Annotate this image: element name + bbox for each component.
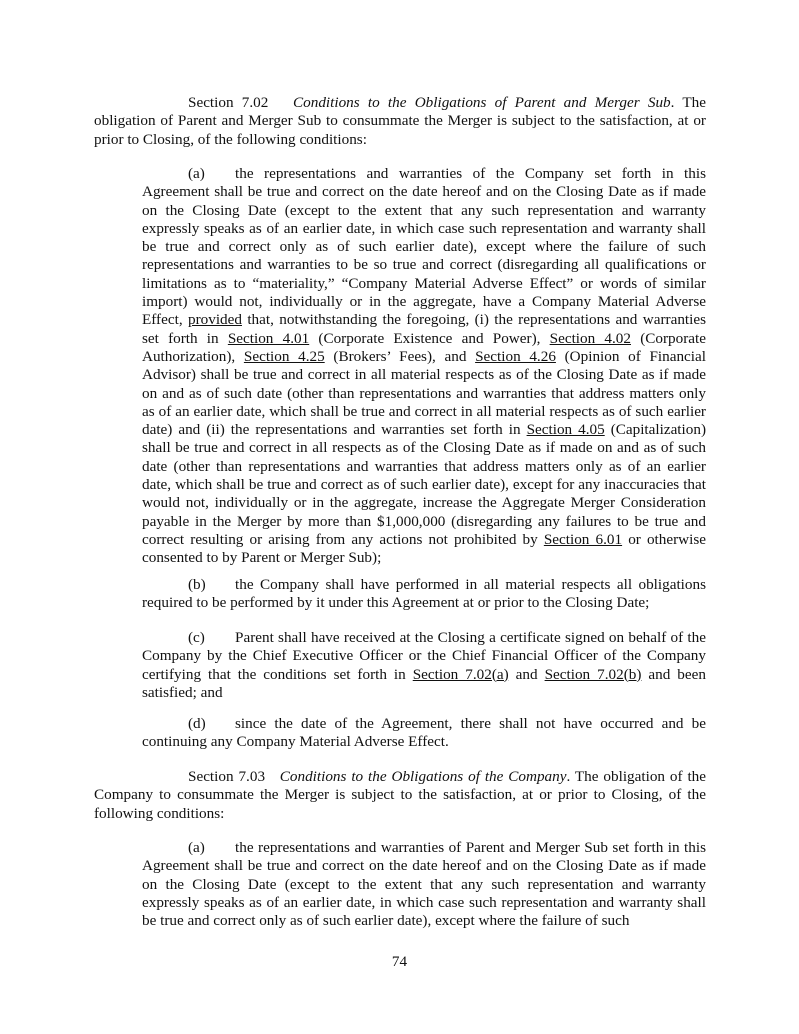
section-4-05-reference: Section 4.05 xyxy=(526,421,605,439)
provided-term: provided xyxy=(187,311,242,329)
section-7-02a-reference: Section 7.02(a) xyxy=(412,665,509,683)
section-7-03 xyxy=(94,768,706,823)
paragraph-label: (a) xyxy=(188,839,205,856)
paragraph-text: and been satisfied; and xyxy=(142,665,706,701)
paragraph-7-02-a xyxy=(142,165,706,568)
paragraph-text: (Brokers’ Fees), and xyxy=(324,347,476,365)
paragraph-7-03-a xyxy=(142,839,706,930)
paragraph-label: (a) xyxy=(188,165,205,182)
paragraph-text: (Opinion of Financial Advisor) shall be true and correct in all material respects as of the Closing Date as if made on and as of such date (other than representations and warranties that address matters only as of an earlier date, which shall be true and correct in all material respects as of such earlier date) and (ii) the representations and warranties set forth in xyxy=(142,347,706,439)
page-number: 74 xyxy=(391,953,408,970)
paragraph-text: the representations and warranties of the Company set forth in this Agreement shall be true and correct on the date hereof and on the Closing Date as if made on the Closing Date (except to the extent that any such representation and warranty expressly speaks as of an earlier date, in which case such representation and warranty shall be true and correct only as of such earlier date), except where the failure of such representations and warranties to be so true and correct (disregarding all qualifications or limitations as to “materiality,” “Company Material Adverse Effect” or words of similar import) would not, individually or in the aggregate, have a Company Material Adverse Effect, xyxy=(142,165,706,329)
section-7-02b-reference: Section 7.02(b) xyxy=(544,665,642,683)
section-4-26-reference: Section 4.26 xyxy=(475,347,556,365)
paragraph-text: the Company shall have performed in all material respects all obligations required to be performed by it under this Agreement at or prior to the Closing Date; xyxy=(142,576,706,612)
section-body: . The obligation of Parent and Merger Sub to consummate the Merger is subject to the satisfaction, at or prior to Closing, of the following conditions: xyxy=(94,94,706,148)
paragraph-text: (Capitalization) shall be true and correct in all respects as of the Closing Date as if made on and as of such date (other than representations and warranties that address matters only as of an earlier date, which shall be true and correct as of such earlier date), except for any inaccuracies that would not, individually or in the aggregate, increase the Aggregate Merger Consideration payable in the Merger by more than $1,000,000 (disregarding any failures to be true and correct resulting or arising from any actions not prohibited by xyxy=(142,421,706,548)
section-body: . The obligation of the Company to consummate the Merger is subject to the satisfaction, at or prior to Closing, of the following conditions: xyxy=(94,768,707,822)
paragraph-text: (Corporate Existence and Power), xyxy=(309,329,550,347)
paragraph-label: (b) xyxy=(188,576,206,593)
paragraph-label: (c) xyxy=(188,629,205,646)
section-7-02 xyxy=(94,94,706,149)
paragraph-7-02-b xyxy=(142,576,706,613)
section-title: Conditions to the Obligations of the Company xyxy=(279,768,567,785)
paragraph-text: or otherwise consented to by Parent or Merger Sub); xyxy=(142,530,707,567)
paragraph-text: and xyxy=(508,665,545,683)
paragraph-text: that, notwithstanding the foregoing, (i) the representations and warranties set forth in xyxy=(142,311,707,347)
section-title: Conditions to the Obligations of Parent and Merger Sub xyxy=(293,94,671,111)
section-4-02-reference: Section 4.02 xyxy=(549,329,631,347)
section-4-01-reference: Section 4.01 xyxy=(227,329,310,347)
paragraph-7-02-c xyxy=(142,629,706,702)
section-number: Section 7.03 xyxy=(188,768,266,785)
section-6-01-reference: Section 6.01 xyxy=(543,530,623,548)
paragraph-text: since the date of the Agreement, there shall not have occurred and be continuing any Company Material Adverse Effect. xyxy=(142,715,706,751)
paragraph-text: Parent shall have received at the Closing a certificate signed on behalf of the Company by the Chief Executive Officer or the Chief Financial Officer of the Company certifying that the conditions set forth in xyxy=(142,629,706,683)
section-number: Section 7.02 xyxy=(188,94,269,111)
paragraph-text: (Corporate Authorization), xyxy=(142,329,706,365)
section-4-25-reference: Section 4.25 xyxy=(243,347,325,365)
paragraph-text: the representations and warranties of Parent and Merger Sub set forth in this Agreement shall be true and correct on the date hereof and on the Closing Date as if made on the Closing Date (except to the extent that any such representation and warranty expressly speaks as of an earlier date, in which case such representation and warranty shall be true and correct only as of such earlier date), except where the failure of such xyxy=(142,839,706,930)
paragraph-7-02-d xyxy=(142,715,706,752)
paragraph-label: (d) xyxy=(188,715,206,732)
